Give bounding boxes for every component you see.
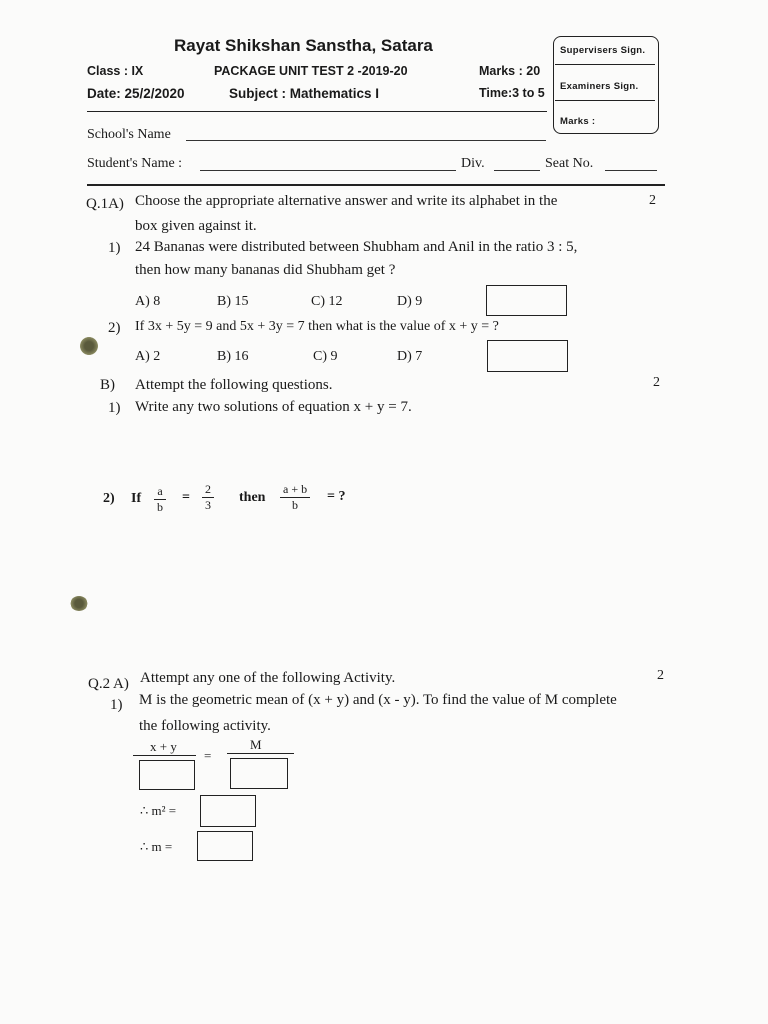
q1b-fraction-aplusb-over-b (280, 482, 310, 513)
q1a-item2-option-a: A) 2 (135, 349, 161, 364)
examiner-sign-label: Examiners Sign. (560, 81, 639, 92)
activity-frac-right-numerator: M (250, 737, 262, 752)
activity-m-squared-box[interactable] (200, 795, 256, 827)
fraction-numerator: a + b (283, 482, 308, 496)
test-name: PACKAGE UNIT TEST 2 -2019-20 (214, 64, 408, 78)
seat-no-field[interactable] (605, 170, 657, 171)
q1a-item2-option-d: D) 7 (397, 349, 423, 364)
signature-box (553, 36, 659, 134)
q1b-item2-then: then (239, 490, 266, 505)
q1a-item1-option-c: C) 12 (311, 294, 343, 309)
q2a-item1-text-line1: M is the geometric mean of (x + y) and (x - y). To find the value of M complete (139, 692, 617, 708)
fraction-numerator: 2 (205, 482, 211, 496)
school-name-field[interactable] (186, 140, 546, 141)
q1a-item1-text-line1: 24 Bananas were distributed between Shubham and Anil in the ratio 3 : 5, (135, 239, 578, 255)
fraction-numerator: a (157, 484, 163, 498)
supervisor-sign-label: Supervisers Sign. (560, 45, 646, 56)
fraction-denominator: 3 (205, 498, 211, 512)
fraction-denominator: b (157, 500, 163, 514)
activity-frac-left-numerator: x + y (150, 739, 177, 754)
q1a-marks: 2 (649, 193, 656, 208)
q1a-item1-option-d: D) 9 (397, 294, 423, 309)
class-label: Class : IX (87, 64, 144, 78)
q1b-item2-if: If (131, 491, 142, 506)
exam-time: Time:3 to 5 (479, 86, 545, 100)
q1a-item1-text-line2: then how many bananas did Shubham get ? (135, 262, 396, 278)
q1a-item2-number: 2) (108, 320, 121, 336)
q1a-item1-answer-box[interactable] (486, 285, 567, 316)
activity-m-value-label: ∴ m = (140, 839, 173, 854)
q2a-label: Q.2 A) (88, 676, 129, 692)
q1a-instruction-line1: Choose the appropriate alternative answer and write its alphabet in the (135, 193, 558, 209)
q1b-item2-equals: = (182, 490, 190, 505)
q1a-item2-answer-box[interactable] (487, 340, 568, 372)
subject-label: Subject : Mathematics I (229, 86, 380, 101)
marks-label: Marks : (560, 116, 596, 127)
q1b-item2-tail: = ? (327, 489, 346, 504)
q1a-item1-option-b: B) 15 (217, 294, 249, 309)
q2a-marks: 2 (657, 668, 664, 683)
section-divider (87, 184, 665, 186)
q1b-item1-text: Write any two solutions of equation x + y = 7. (135, 399, 412, 415)
q2a-item1-number: 1) (110, 697, 123, 713)
student-name-label: Student's Name : (87, 156, 183, 171)
q1a-item2-option-c: C) 9 (313, 349, 338, 364)
q1a-item1-option-a: A) 8 (135, 294, 161, 309)
q1a-item2-text: If 3x + 5y = 9 and 5x + 3y = 7 then what is the value of x + y = ? (135, 319, 499, 334)
seat-no-label: Seat No. (545, 156, 594, 171)
q1a-item2-option-b: B) 16 (217, 349, 249, 364)
activity-equals: = (204, 748, 212, 763)
q1b-instruction: Attempt the following questions. (135, 377, 333, 393)
activity-m-value-box[interactable] (197, 831, 253, 861)
q1b-marks: 2 (653, 375, 660, 390)
q2a-instruction: Attempt any one of the following Activity. (140, 670, 396, 686)
activity-frac-right-bar (227, 753, 294, 754)
q1b-item1-number: 1) (108, 400, 121, 416)
marks-total: Marks : 20 (479, 64, 541, 78)
fraction-denominator: b (292, 498, 299, 512)
q1b-label: B) (100, 377, 115, 393)
q1b-fraction-2-over-3 (202, 482, 214, 513)
div-field[interactable] (494, 170, 540, 171)
punch-hole-mark-1 (80, 337, 98, 355)
punch-hole-mark-2 (70, 596, 88, 611)
institution-title: Rayat Shikshan Sanstha, Satara (174, 36, 433, 55)
header-divider (87, 111, 547, 112)
school-name-label: School's Name (87, 127, 171, 142)
student-name-field[interactable] (200, 170, 456, 171)
q2a-item1-text-line2: the following activity. (139, 718, 271, 734)
q1b-item2-number: 2) (103, 491, 115, 506)
q1a-label: Q.1A) (86, 196, 124, 212)
q1a-item1-number: 1) (108, 240, 121, 256)
signature-divider-2 (555, 100, 655, 101)
q1b-fraction-a-over-b (154, 484, 166, 515)
signature-divider-1 (555, 64, 655, 65)
q1a-instruction-line2: box given against it. (135, 218, 257, 234)
activity-frac-left-denominator-box[interactable] (139, 760, 195, 790)
div-label: Div. (461, 156, 485, 171)
exam-date: Date: 25/2/2020 (87, 86, 185, 101)
activity-m-squared-label: ∴ m² = (140, 803, 177, 818)
activity-frac-right-denominator-box[interactable] (230, 758, 288, 789)
activity-frac-left-bar (133, 755, 196, 756)
